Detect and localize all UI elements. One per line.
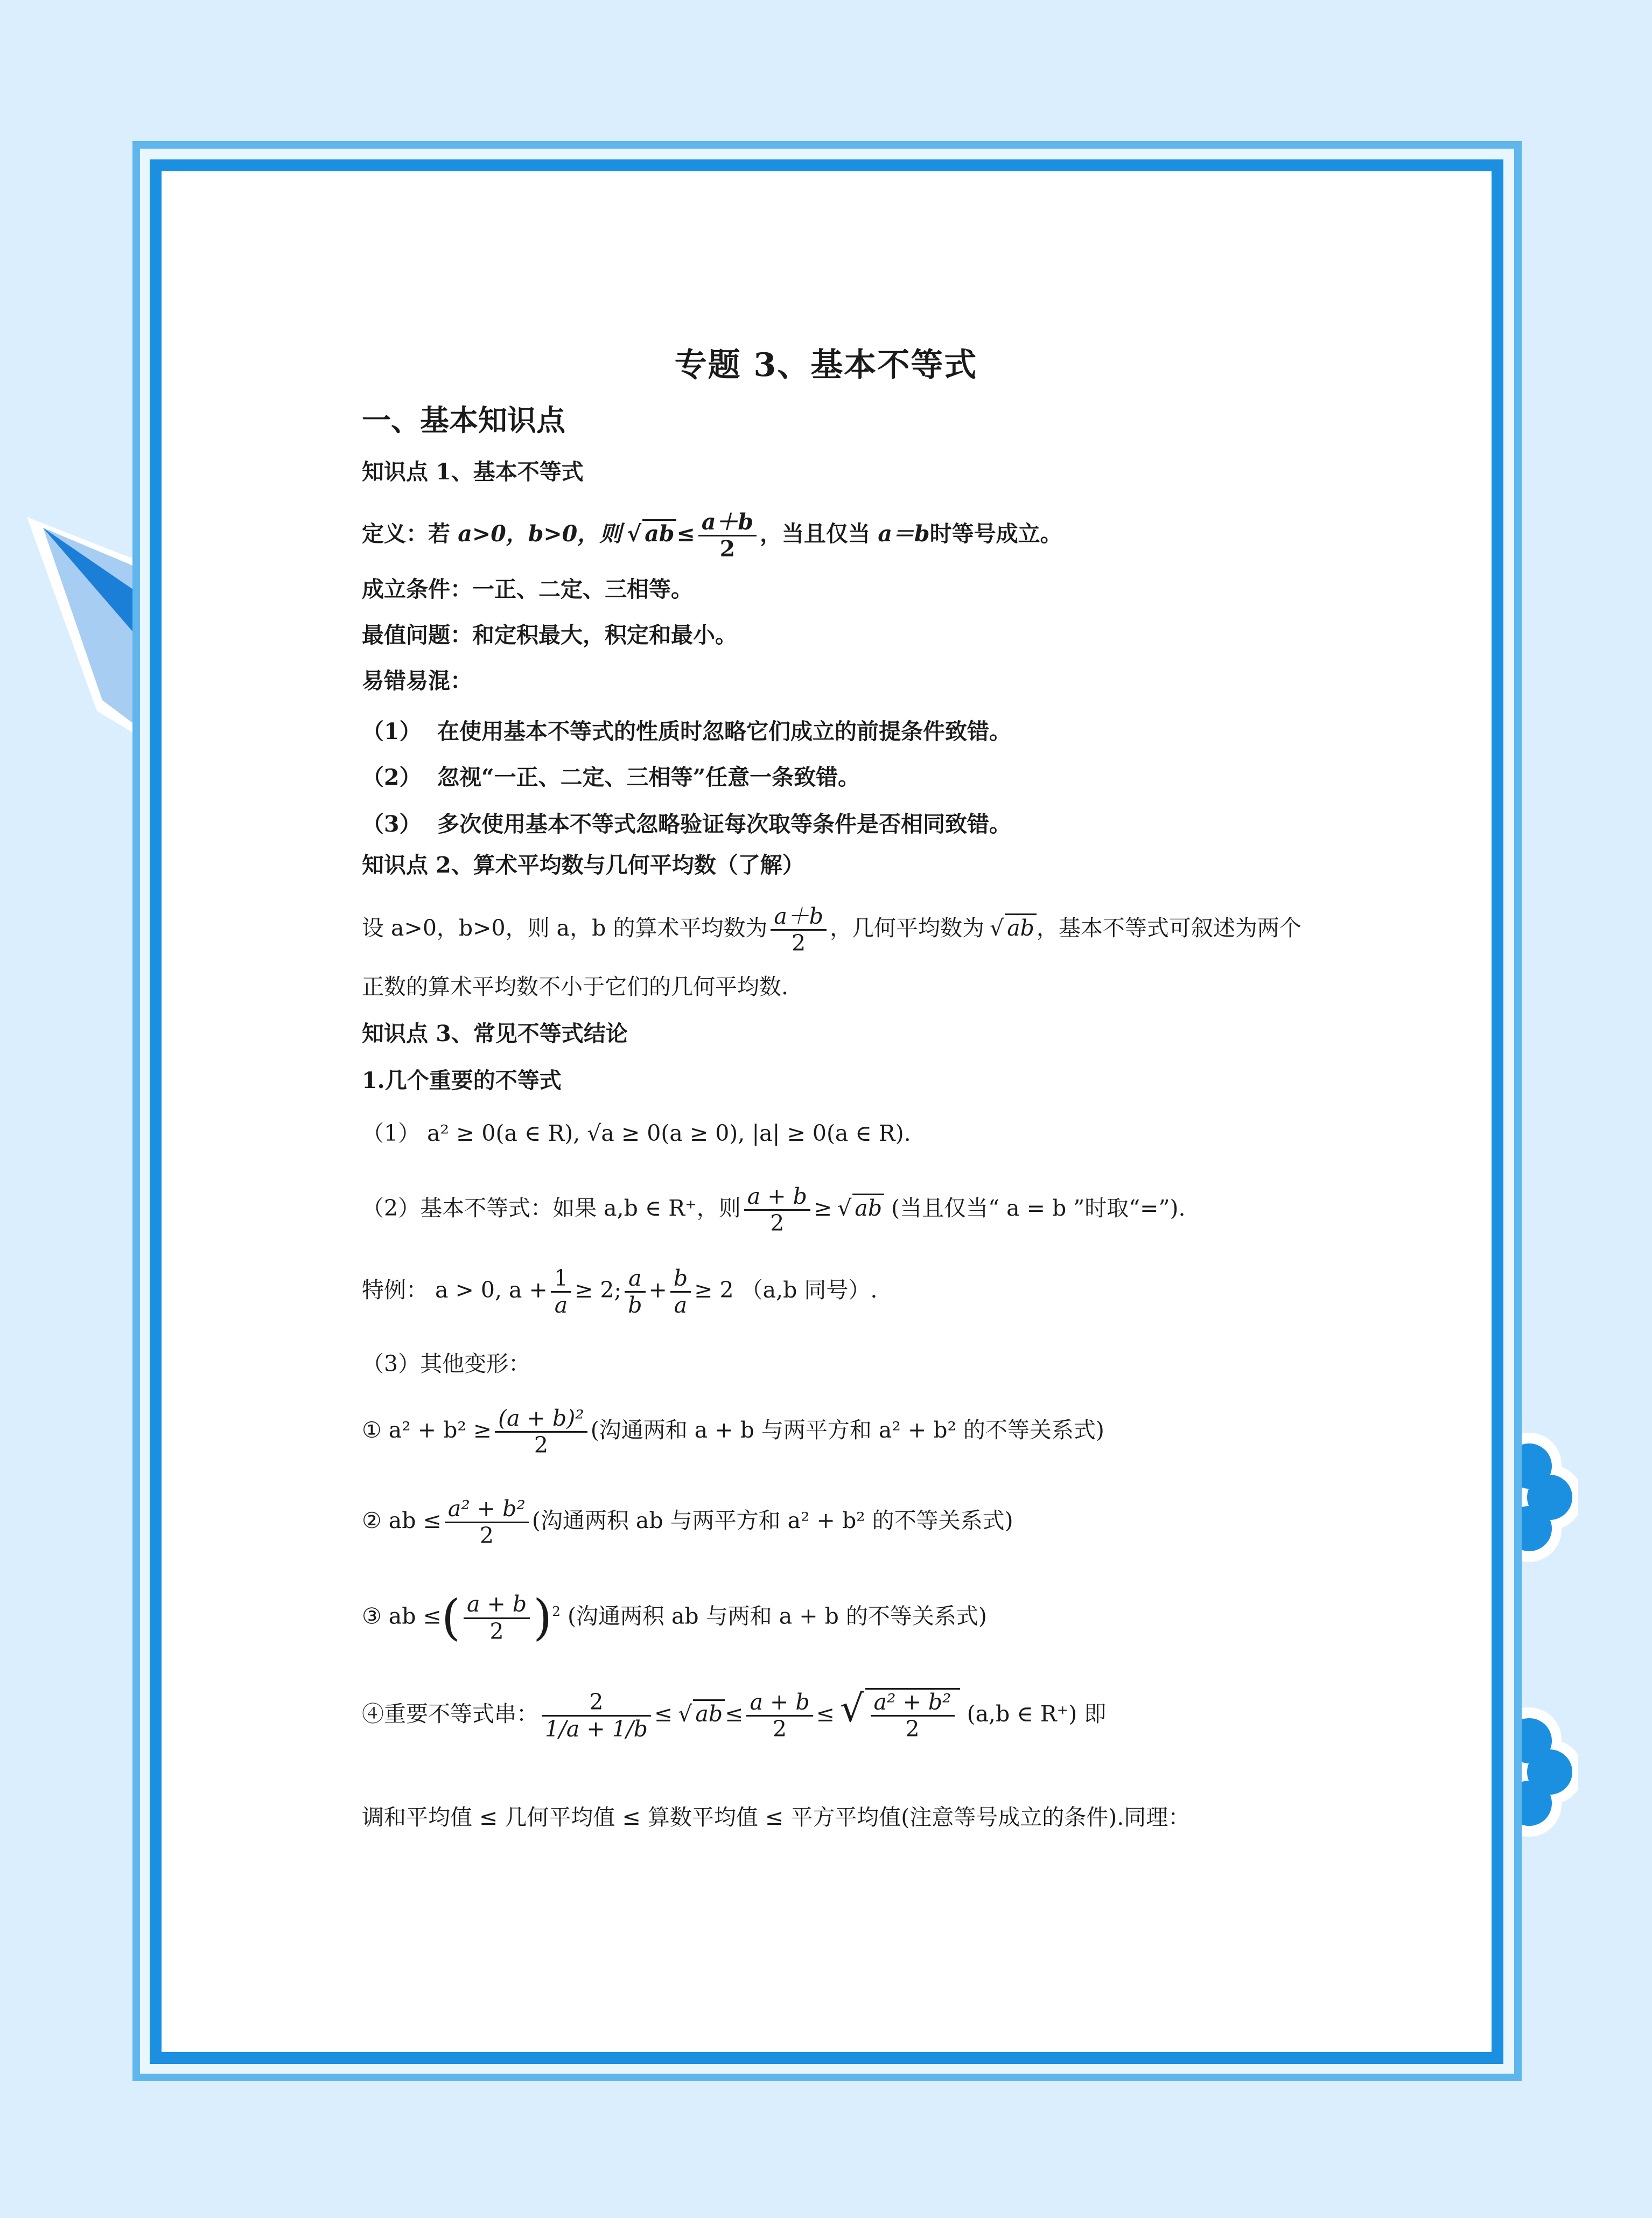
inequality-1: （1） a² ≥ 0(a ∈ R), √a ≥ 0(a ≥ 0), |a| ≥ 0(a ∈ R). [362,1120,911,1146]
variant-3: ③ ab ≤( $\frac{a + b}{2}$ )$^2$ (沟通两积 ab 与两和 a + b 的不等关系式) [362,1589,987,1646]
kp3-heading: 知识点 3、常见不等式结论 [362,1021,628,1047]
variant-1: ① a² + b² ≥ $\frac{\text{(a + b)²}}{2}$ (沟通两和 a + b 与两平方和 a² + b² 的不等关系式) [362,1405,1104,1459]
special-case: 特例： a > 0, a + $\frac{1}{a}$ ≥ 2; $\frac{a}{b}$ + $\frac{b}{a}$ ≥ 2 （a,b 同号）. [362,1265,878,1319]
kp1-pitfall: 易错易混： [362,668,472,694]
pitfall-item-2: （2） 忽视“一正、二定、三相等”任意一条致错。 [362,764,860,790]
other-variants: （3）其他变形： [362,1351,531,1377]
kp1-extreme: 最值问题：和定积最大，积定和最小。 [362,622,737,648]
variant-2: ② ab ≤ $\frac{\text{a² + b²}}{2}$ (沟通两积 ab 与两平方和 a² + b² 的不等关系式) [362,1496,1013,1549]
kp2-line-1: 设 a>0，b>0，则 a，b 的算术平均数为 $\frac{a+b}{2}$ ，几何平均数为 √ ab，基本不等式可叙述为两个 [362,903,1301,957]
pitfall-item-3: （3） 多次使用基本不等式忽略验证每次取等条件是否相同致错。 [362,811,1011,837]
inequality-2: （2）基本不等式：如果 a,b ∈ R⁺，则 $\frac{a + b}{2}$ ≥ √ ab (当且仅当“ a = b ”时取“=”). [362,1183,1186,1237]
kp1-conditions: 成立条件：一正、二定、三相等。 [362,576,693,602]
kp1-heading: 知识点 1、基本不等式 [362,459,584,485]
kp2-heading: 知识点 2、算术平均数与几何平均数（了解） [362,852,804,878]
kp1-definition: 定义：若 a>0，b>0，则 √ ab≤ $\frac{a+b}{2}$ ，当且仅当 a＝b时等号成立。 [362,509,1062,562]
section-heading: 一、基本知识点 [362,403,565,437]
page-frame-inner [150,159,1503,2064]
pitfall-item-1: （1） 在使用基本不等式的性质时忽略它们成立的前提条件致错。 [362,719,1011,744]
page-title: 专题 3、基本不等式 [674,346,978,384]
kp3-subheading: 1.几个重要的不等式 [362,1068,562,1093]
kp2-line-2: 正数的算术平均数不小于它们的几何平均数. [362,974,789,1000]
variant-4: ④重要不等式串： $\frac{2}{1/a + 1/b}$ ≤ √ ab≤ $\frac{a + b}{2}$ ≤ √ $\frac{\text{a² + b²}}{2}$ (a,b ∈ R⁺) 即 [362,1686,1107,1742]
summary-line: 调和平均值 ≤ 几何平均值 ≤ 算数平均值 ≤ 平方平均值(注意等号成立的条件).同理： [362,1804,1191,1830]
